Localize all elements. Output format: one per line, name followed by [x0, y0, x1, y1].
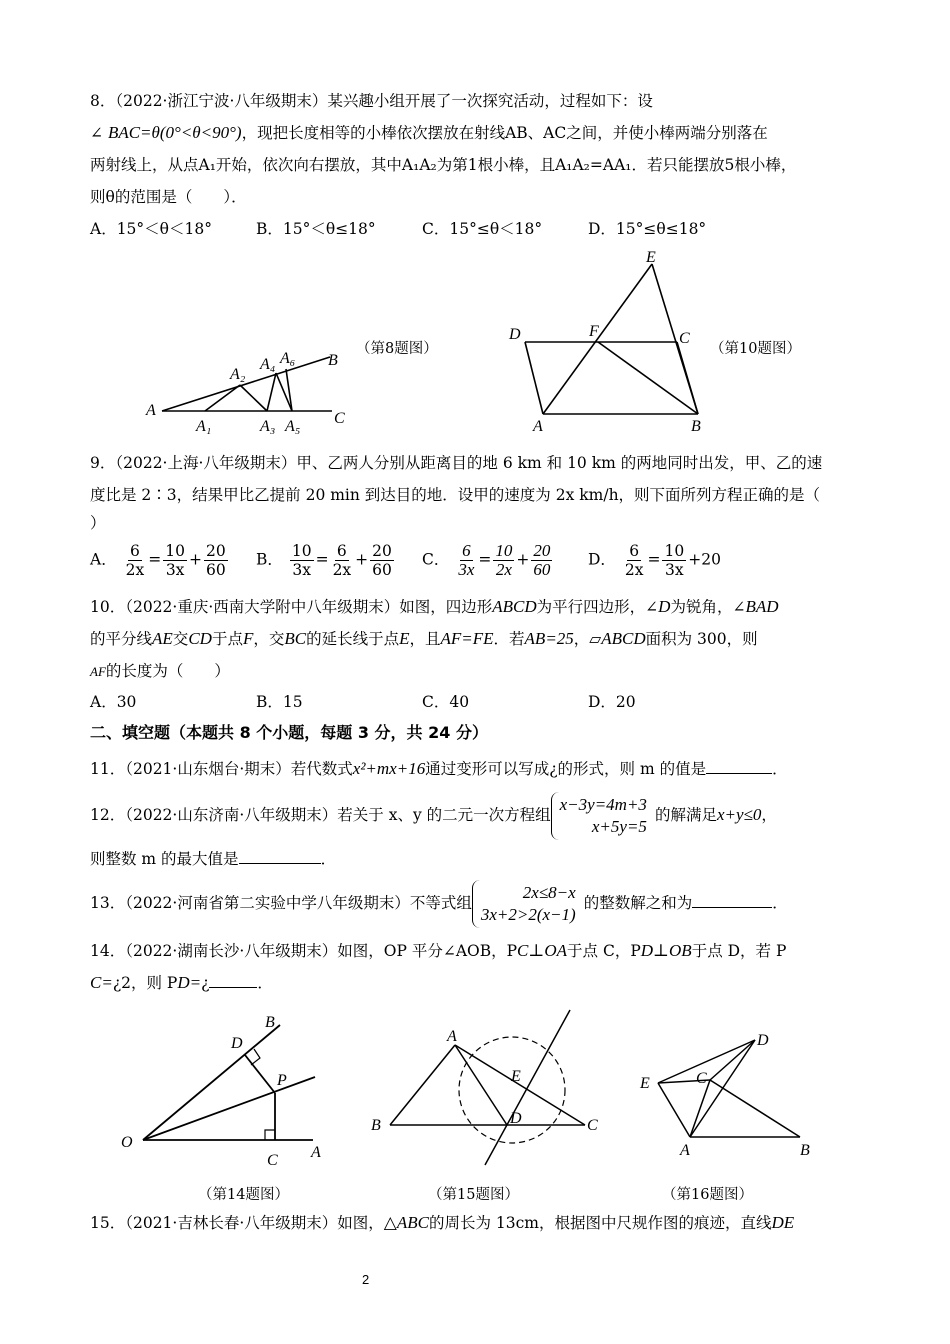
q8-line2: ∠ BAC=θ(0°<θ<90°)，现把长度相等的小棒依次摆放在射线AB、AC之间，并使小棒两端分别落在: [90, 123, 768, 142]
figure-16: [630, 1025, 830, 1170]
label-p: P: [277, 1072, 287, 1089]
frac-20-60: $\frac{20}{60}$: [205, 542, 226, 579]
q8-option-d: D．15°≤θ≤18°: [588, 220, 707, 238]
figure-16-caption: （第16题图）: [662, 1187, 753, 1203]
seg-eb: [652, 264, 698, 414]
label-d: D: [510, 1110, 522, 1127]
right-angle-c: [265, 1130, 275, 1140]
q8-option-a: A．15°＜θ＜18°: [90, 220, 212, 238]
q8-angle-math: BAC=θ(0°<θ<90°): [107, 123, 242, 142]
q12-equation-system: x−3y=4m+3 x+5y=5: [551, 792, 655, 840]
label-a: A: [311, 1144, 321, 1161]
label-a4: A₄: [260, 356, 276, 373]
label-d: D: [509, 326, 521, 343]
q8-line3: 两射线上，从点A₁开始，依次向右摆放，其中A₁A₂为第1根小棒，且A₁A₂=AA₁．若只能摆放5根小棒，: [90, 156, 797, 174]
label-f: F: [589, 323, 599, 340]
q14-answer-blank[interactable]: [209, 987, 257, 988]
q13-line: 13．（2022·河南省第二实验中学八年级期末）不等式组2x≤8−x 3x+2>2(x−1)的整数解之和为 ．: [90, 880, 788, 928]
label-b: B: [371, 1117, 381, 1134]
q11-line: 11．（2021·山东烟台·期末）若代数式x²+mx+16通过变形可以写成¿的形式，则 m 的值是 ．: [90, 759, 788, 778]
seg-ac: [690, 1080, 710, 1137]
q10-line2: 的平分线AE交CD于点F，交BC的延长线于点E，且AF=FE．若AB=25，▱ABCD面积为 300，则: [90, 629, 758, 648]
figure-8: [140, 335, 360, 440]
label-a: A: [533, 418, 543, 435]
q9-option-b: B． $\frac{10}{3x}$ = $\frac{6}{2x}$ + $\frac{20}{60}$: [256, 542, 392, 579]
seg-ad: [455, 1045, 507, 1125]
label-b: B: [328, 352, 338, 369]
q10-option-d: D．20: [588, 693, 636, 711]
label-b: B: [265, 1014, 275, 1031]
figure-10: [505, 248, 710, 438]
q8-line1: 8．（2022·浙江宁波·八年级期末）某兴趣小组开展了一次探究活动，过程如下：设: [90, 92, 653, 110]
label-c: C: [679, 330, 690, 347]
seg-ab: [390, 1045, 455, 1125]
label-a6: A₆: [280, 350, 296, 367]
q10-option-b: B．15: [256, 693, 303, 711]
label-a5: A₅: [285, 418, 301, 435]
label-a: A: [447, 1028, 457, 1045]
q12-line1: 12．（2022·山东济南·八年级期末）若关于 x、y 的二元一次方程组x−3y=4m+3 x+5y=5的解满足x+y≤0，: [90, 792, 777, 840]
label-a1: A₁: [196, 418, 212, 435]
figure-8-caption: （第8题图）: [356, 341, 438, 357]
label-e: E: [640, 1075, 650, 1092]
q10-option-a: A．30: [90, 693, 137, 711]
label-a: A: [680, 1142, 690, 1159]
figure-10-caption: （第10题图）: [710, 341, 801, 357]
figure-15: [365, 1005, 605, 1170]
label-o: O: [121, 1134, 133, 1151]
q13-answer-blank[interactable]: [692, 907, 772, 908]
q8-option-b: B．15°＜θ≤18°: [256, 220, 376, 238]
q12-answer-blank[interactable]: [239, 863, 321, 864]
q9-option-d: D． $\frac{6}{2x}$ = $\frac{10}{3x}$ +20: [588, 542, 721, 579]
figure-14: [115, 1005, 335, 1170]
q12-line2: 则整数 m 的最大值是 ．: [90, 850, 337, 868]
section-2-heading: 二、填空题（本题共 8 个小题，每题 3 分，共 24 分）: [90, 723, 488, 742]
stick-3: [267, 373, 276, 411]
label-a: A: [146, 402, 156, 419]
q10-line1: 10．（2022·重庆·西南大学附中八年级期末）如图，四边形ABCD为平行四边形，∠D为锐角，∠BAD: [90, 597, 779, 616]
label-b: B: [800, 1142, 810, 1159]
q9-line2: 度比是 2∶3，结果甲比乙提前 20 min 到达目的地．设甲的速度为 2x km/h，则下面所列方程正确的是（: [90, 486, 821, 504]
frac-10-3x: $\frac{10}{3x}$: [165, 542, 185, 579]
ray-op: [143, 1077, 315, 1140]
label-b: B: [691, 418, 701, 435]
label-d: D: [231, 1035, 243, 1052]
seg-ae: [658, 1083, 690, 1137]
bisector-de: [485, 1010, 570, 1165]
q14-line2: C=¿2，则 PD=¿ ．: [90, 973, 273, 992]
ray-ob: [143, 1025, 280, 1140]
q8-line4: 则θ的范围是（ ）．: [90, 188, 247, 206]
seg-cb: [710, 1080, 800, 1137]
frac-6-2x: $\frac{6}{2x}$: [125, 542, 145, 579]
label-c: C: [334, 410, 345, 427]
label-c: C: [587, 1117, 598, 1134]
label-e: E: [646, 249, 656, 266]
label-a3: A₃: [260, 418, 276, 435]
q9-line3: ）: [90, 514, 106, 532]
q10-line3: AF的长度为（ ）: [90, 662, 230, 680]
q9-line1: 9．（2022·上海·八年级期末）甲、乙两人分别从距离目的地 6 km 和 10 km 的两地同时出发，甲、乙的速: [90, 454, 823, 472]
q9-option-a: A． $\frac{6}{2x}$ = $\frac{10}{3x}$ + $\frac{20}{60}$: [90, 542, 226, 579]
q9-option-c: C． $\frac{6}{3x}$ = $\frac{10}{2x}$ + $\frac{20}{60}$: [422, 541, 551, 579]
q15-line1: 15．（2021·吉林长春·八年级期末）如图，△ABC的周长为 13cm，根据图中尺规作图的痕迹，直线DE: [90, 1213, 795, 1232]
figure-15-caption: （第15题图）: [428, 1187, 519, 1203]
ray-ab: [162, 357, 330, 411]
seg-pd: [245, 1055, 275, 1093]
stick-2: [240, 385, 267, 411]
page-number: 2: [362, 1272, 370, 1287]
stick-1: [205, 385, 240, 411]
label-d: D: [757, 1032, 769, 1049]
label-c: C: [696, 1070, 707, 1087]
q13-inequality-system: 2x≤8−x 3x+2>2(x−1): [472, 880, 584, 928]
q11-answer-blank[interactable]: [706, 773, 772, 774]
label-a2: A₂: [230, 366, 246, 383]
q10-option-c: C．40: [422, 693, 470, 711]
figure-14-caption: （第14题图）: [198, 1187, 289, 1203]
right-angle-d: [251, 1049, 260, 1065]
seg-fb: [598, 342, 698, 414]
seg-da: [525, 342, 543, 414]
construction-arc: [459, 1037, 565, 1143]
label-e: E: [511, 1068, 521, 1085]
label-c: C: [267, 1152, 278, 1169]
q14-line1: 14．（2022·湖南长沙·八年级期末）如图，OP 平分∠AOB，PC⊥OA于点 C，PD⊥OB于点 D，若 P: [90, 941, 787, 960]
q8-option-c: C．15°≤θ＜18°: [422, 220, 543, 238]
